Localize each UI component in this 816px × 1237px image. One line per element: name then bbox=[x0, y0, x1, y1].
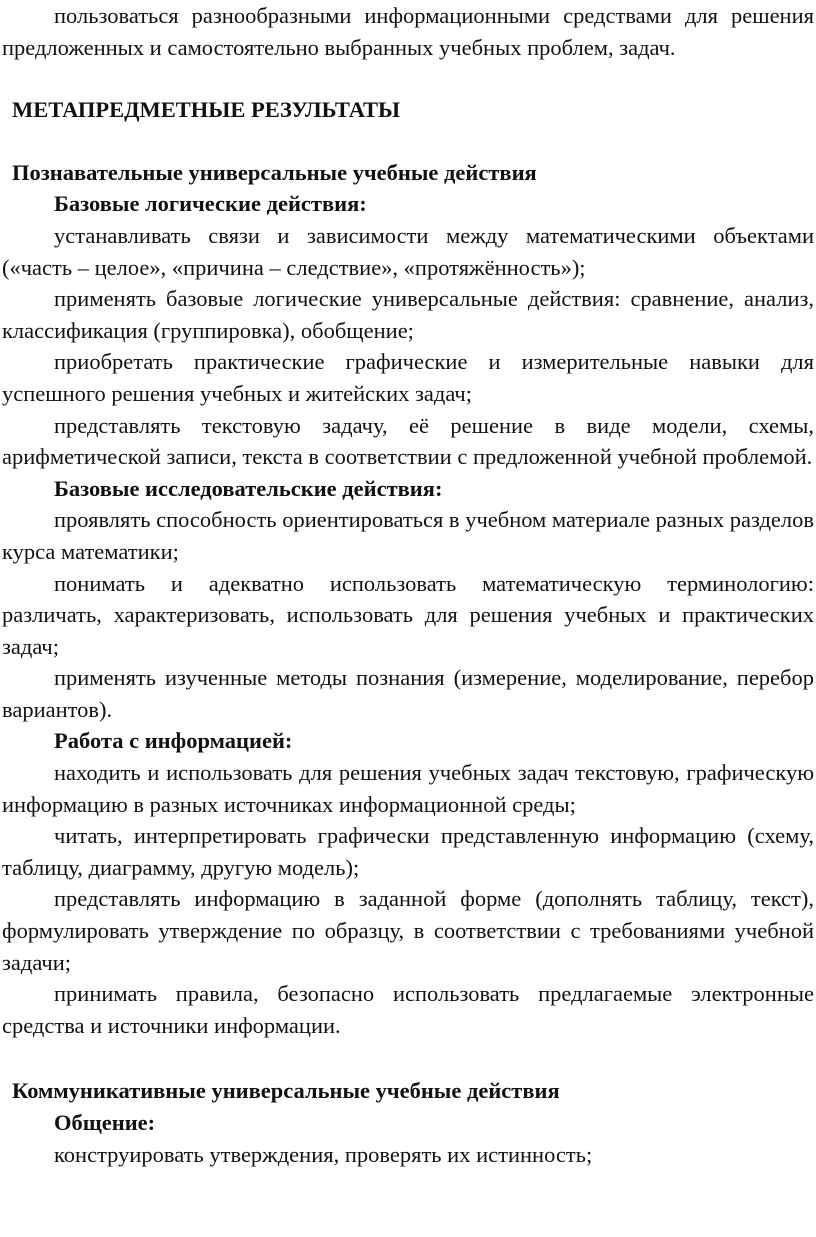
research-item: проявлять способность ориентироваться в учебном материале разных разделов курса математики; bbox=[2, 507, 814, 564]
section-title: МЕТАПРЕДМЕТНЫЕ РЕЗУЛЬТАТЫ bbox=[12, 97, 401, 123]
spacer bbox=[2, 63, 814, 94]
info-item: принимать правила, безопасно использовать предлагаемые электронные средства и источники информации. bbox=[2, 981, 814, 1038]
intro-paragraph: пользоваться разнообразными информационными средствами для решения предложенных и самостоятельно выбранных учебных проблем, задач. bbox=[2, 3, 814, 60]
logic-item: представлять текстовую задачу, её решение в виде модели, схемы, арифметической записи, текста в соответствии с предложенной учебной проблемой. bbox=[2, 412, 814, 470]
spacer bbox=[2, 126, 814, 157]
logic-item: применять базовые логические универсальные действия: сравнение, анализ, классификация (группировка), обобщение; bbox=[2, 286, 814, 343]
research-item: понимать и адекватно использовать математическую терминологию: различать, характеризовать, использовать для решения учебных и практических задач; bbox=[2, 570, 814, 659]
research-item: применять изученные методы познания (измерение, моделирование, перебор вариантов). bbox=[2, 665, 814, 722]
info-item: читать, интерпретировать графически представленную информацию (схему, таблицу, диаграмму, другую модель); bbox=[2, 823, 814, 880]
spacer bbox=[2, 1041, 814, 1075]
communicative-title: Коммуникативные универсальные учебные действия bbox=[12, 1078, 560, 1104]
communication-item: конструировать утверждения, проверять их истинность; bbox=[54, 1141, 593, 1167]
communication-title: Общение: bbox=[54, 1110, 156, 1135]
logic-title: Базовые логические действия: bbox=[54, 191, 367, 217]
logic-item: приобретать практические графические и измерительные навыки для успешного решения учебных и житейских задач; bbox=[2, 349, 814, 406]
info-title: Работа с информацией: bbox=[54, 728, 293, 754]
research-title: Базовые исследовательские действия: bbox=[54, 475, 443, 501]
info-item: представлять информацию в заданной форме (дополнять таблицу, текст), формулировать утверждение по образцу, в соответствии с требованиями учебной задачи; bbox=[2, 886, 814, 975]
logic-item: устанавливать связи и зависимости между математическими объектами («часть – целое», «причина – следствие», «протяжённость»); bbox=[2, 222, 814, 280]
info-item: находить и использовать для решения учебных задач текстовую, графическую информацию в разных источниках информационной среды; bbox=[2, 760, 814, 817]
cognitive-title: Познавательные универсальные учебные действия bbox=[12, 159, 537, 185]
